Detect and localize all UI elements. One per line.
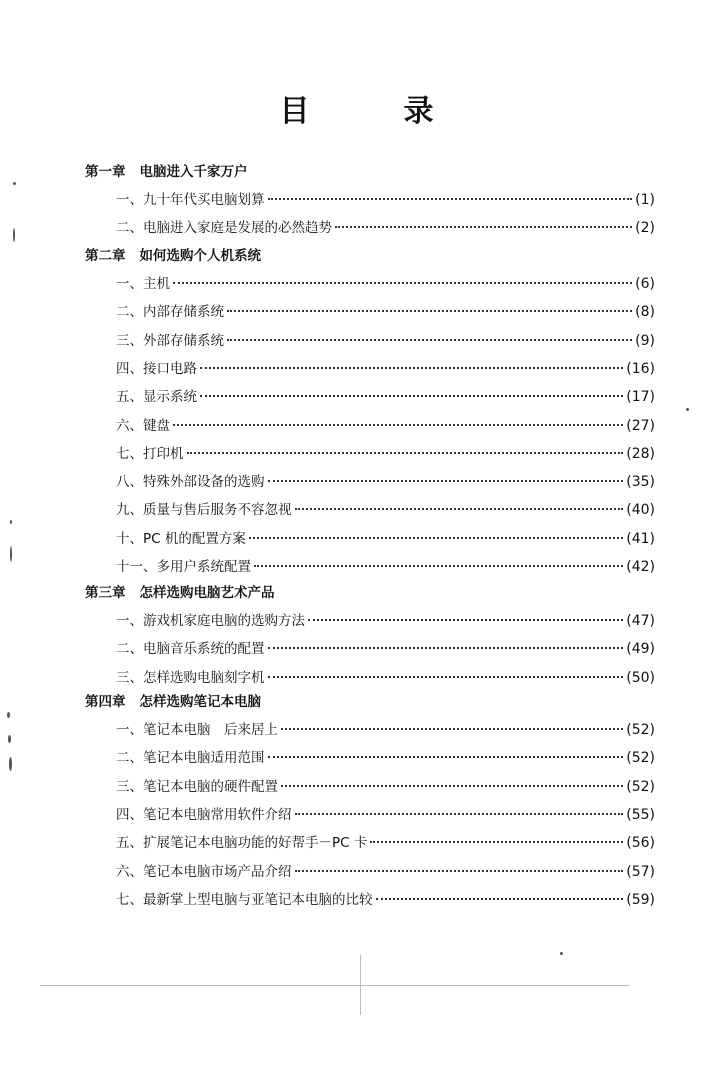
toc-entry-label: 十一、多用户系统配置: [116, 559, 251, 575]
dot-leader: [268, 675, 624, 678]
toc-entry-label: 五、显示系统: [116, 389, 197, 406]
toc-entry-label: 十、PC 机的配置方案: [116, 530, 246, 547]
toc-entry-page: (41): [626, 530, 655, 547]
toc-entry-page: (56): [626, 835, 655, 852]
toc-entry-label: 八、特殊外部设备的选购: [116, 474, 265, 491]
toc-entry: [116, 527, 655, 547]
toc-entry-page: (47): [626, 613, 655, 629]
toc-entry-label: 二、电脑进入家庭是发展的必然趋势: [116, 220, 332, 237]
toc-entry: [116, 414, 655, 434]
toc-entry-page: (1): [635, 192, 655, 208]
toc-entry-label: 一、游戏机家庭电脑的选购方法: [116, 613, 305, 629]
toc-entry-page: (40): [626, 502, 655, 519]
toc-entry: [116, 666, 655, 686]
toc-entry-label: 二、内部存储系统: [116, 304, 224, 321]
dot-leader: [268, 646, 624, 649]
chapter-number: 第二章: [85, 248, 126, 264]
toc-entry: [116, 442, 655, 462]
scan-artifact-dot: [10, 546, 12, 562]
chapter-number: 第一章: [85, 164, 126, 180]
dot-leader: [335, 225, 632, 228]
toc-entry: [116, 609, 655, 629]
dot-leader: [376, 897, 624, 900]
dot-leader: [268, 197, 633, 200]
scan-artifact-dot: [686, 408, 689, 411]
toc-entry-page: (52): [626, 722, 655, 738]
chapter-title: 电脑进入千家万户: [139, 164, 248, 180]
toc-entry: [116, 775, 655, 795]
toc-entry: [116, 831, 655, 851]
scan-artifact-line: [360, 955, 361, 1015]
toc-entry-label: 五、扩展笔记本电脑功能的好帮手－PC 卡: [116, 835, 368, 852]
dot-leader: [227, 309, 632, 312]
dot-leader: [268, 755, 624, 758]
dot-leader: [200, 366, 623, 369]
toc-entry: [116, 637, 655, 657]
toc-entry: [116, 470, 655, 490]
page-title: 目 录: [279, 94, 466, 129]
scan-artifact-dot: [13, 182, 16, 185]
toc-entry-page: (35): [626, 474, 655, 491]
toc-entry-label: 七、打印机: [116, 445, 184, 462]
chapter-title: 怎样选购笔记本电脑: [139, 694, 261, 710]
dot-leader: [295, 869, 624, 872]
toc-entry-label: 三、怎样选购电脑刻字机: [116, 669, 265, 686]
toc-entry-page: (2): [635, 220, 655, 237]
toc-entry-page: (57): [626, 863, 655, 880]
dot-leader: [308, 618, 623, 621]
toc-entry: [116, 329, 655, 349]
dot-leader: [295, 812, 624, 815]
toc-entry-page: (59): [626, 891, 655, 908]
chapter-title: 怎样选购电脑艺术产品: [139, 585, 275, 601]
toc-entry-page: (42): [626, 559, 655, 575]
toc-entry-page: (55): [626, 806, 655, 823]
chapter-heading: [85, 581, 275, 601]
toc-entry-page: (49): [626, 641, 655, 658]
toc-entry: [116, 272, 655, 292]
toc-entry: [116, 555, 655, 575]
toc-entry-label: 六、键盘: [116, 417, 170, 434]
toc-entry-page: (50): [626, 669, 655, 686]
toc-entry-label: 二、笔记本电脑适用范围: [116, 750, 265, 767]
toc-entry-label: 七、最新掌上型电脑与亚笔记本电脑的比较: [116, 891, 373, 908]
toc-entry-label: 一、九十年代买电脑划算: [116, 192, 265, 208]
chapter-heading: [85, 160, 248, 180]
toc-entry-page: (27): [626, 417, 655, 434]
dot-leader: [295, 507, 624, 510]
toc-entry-page: (16): [626, 360, 655, 377]
toc-entry-label: 六、笔记本电脑市场产品介绍: [116, 863, 292, 880]
dot-leader: [200, 394, 623, 397]
toc-entry: [116, 718, 655, 738]
chapter-title: 如何选购个人机系统: [139, 248, 261, 264]
toc-entry: [116, 888, 655, 908]
toc-entry-page: (52): [626, 778, 655, 795]
dot-leader: [268, 479, 624, 482]
chapter-heading: [85, 690, 261, 710]
toc-entry-label: 三、外部存储系统: [116, 332, 224, 349]
dot-leader: [187, 451, 624, 454]
toc-entry: [116, 385, 655, 405]
toc-entry: [116, 300, 655, 320]
dot-leader: [173, 423, 623, 426]
toc-entry: [116, 216, 655, 236]
scan-artifact-dot: [10, 520, 12, 524]
dot-leader: [254, 564, 623, 567]
toc-entry-page: (9): [635, 332, 655, 349]
dot-leader: [281, 784, 623, 787]
toc-entry: [116, 188, 655, 208]
dot-leader: [370, 840, 623, 843]
chapter-number: 第四章: [85, 694, 126, 710]
toc-entry-label: 四、接口电路: [116, 360, 197, 377]
toc-entry-page: (28): [626, 445, 655, 462]
toc-entry-page: (8): [635, 304, 655, 321]
toc-entry-page: (17): [626, 389, 655, 406]
toc-entry: [116, 860, 655, 880]
scan-artifact-dot: [7, 712, 10, 718]
toc-entry-page: (6): [635, 276, 655, 292]
toc-entry-label: 三、笔记本电脑的硬件配置: [116, 778, 278, 795]
toc-entry-page: (52): [626, 750, 655, 767]
toc-entry-label: 一、笔记本电脑 后来居上: [116, 722, 278, 738]
dot-leader: [173, 281, 632, 284]
scan-artifact-line: [40, 985, 630, 986]
toc-entry-label: 一、主机: [116, 276, 170, 292]
toc-entry: [116, 357, 655, 377]
dot-leader: [281, 727, 623, 730]
toc-entry-label: 二、电脑音乐系统的配置: [116, 641, 265, 658]
chapter-heading: [85, 244, 261, 264]
toc-entry: [116, 746, 655, 766]
toc-entry: [116, 803, 655, 823]
chapter-number: 第三章: [85, 585, 126, 601]
scan-artifact-dot: [13, 228, 15, 242]
scan-artifact-dot: [9, 757, 12, 771]
dot-leader: [249, 536, 623, 539]
toc-entry: [116, 498, 655, 518]
toc-entry-label: 四、笔记本电脑常用软件介绍: [116, 806, 292, 823]
scan-artifact-dot: [560, 952, 563, 955]
toc-entry-label: 九、质量与售后服务不容忽视: [116, 502, 292, 519]
dot-leader: [227, 338, 632, 341]
scan-artifact-dot: [8, 735, 11, 743]
